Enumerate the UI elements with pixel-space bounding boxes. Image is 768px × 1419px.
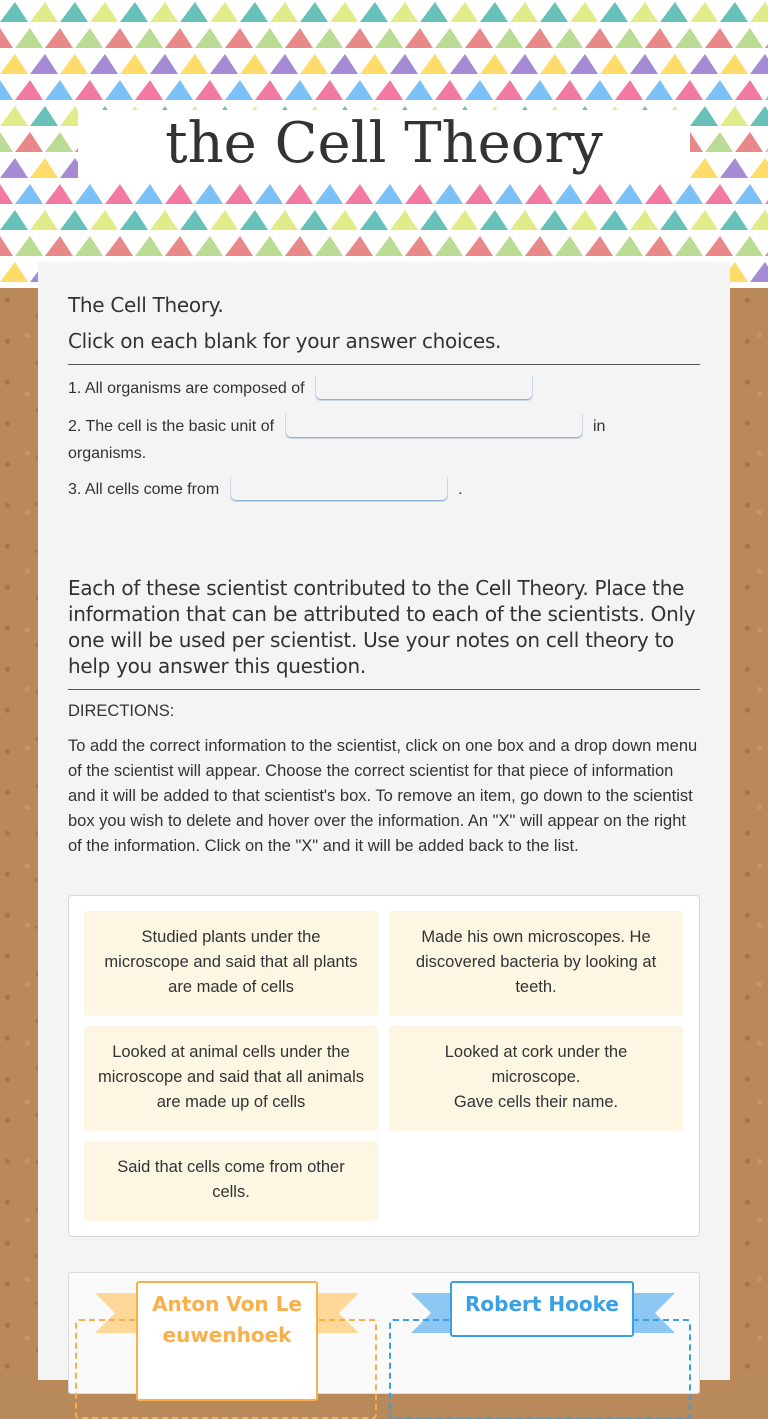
pattern-triangle: [690, 54, 718, 74]
pattern-triangle: [735, 80, 763, 100]
word-bank-item-text: Studied plants under the microscope and said that all plants are made of cells: [104, 928, 358, 996]
pattern-triangle: [735, 236, 763, 256]
pattern-triangle: [0, 236, 13, 256]
pattern-triangle: [285, 184, 313, 204]
pattern-triangle: [105, 236, 133, 256]
scientist-drop-area: [68, 1272, 700, 1394]
pattern-triangle: [465, 184, 493, 204]
pattern-triangle: [345, 184, 373, 204]
pattern-triangle: [750, 210, 768, 230]
pattern-triangle: [150, 54, 178, 74]
pattern-triangle: [165, 28, 193, 48]
pattern-triangle: [30, 2, 58, 22]
pattern-triangle: [675, 28, 703, 48]
pattern-triangle: [465, 28, 493, 48]
pattern-triangle: [690, 158, 718, 178]
page-title: the Cell Theory: [165, 111, 603, 176]
pattern-triangle: [165, 80, 193, 100]
pattern-triangle: [525, 28, 553, 48]
pattern-triangle: [285, 236, 313, 256]
question-2: [68, 413, 700, 467]
word-bank-item[interactable]: [389, 1026, 683, 1131]
pattern-triangle: [165, 236, 193, 256]
pattern-triangle: [555, 236, 583, 256]
pattern-triangle: [585, 80, 613, 100]
pattern-triangle: [315, 184, 343, 204]
pattern-triangle: [555, 28, 583, 48]
pattern-triangle: [30, 158, 58, 178]
pattern-triangle: [165, 184, 193, 204]
pattern-triangle: [105, 80, 133, 100]
pattern-triangle: [150, 2, 178, 22]
pattern-triangle: [555, 184, 583, 204]
section1-title-line2: Click on each blank for your answer choices.: [68, 329, 502, 353]
pattern-triangle: [690, 2, 718, 22]
word-bank-item-text: Gave cells their name.: [453, 1093, 619, 1111]
pattern-triangle: [0, 28, 13, 48]
pattern-triangle: [735, 132, 763, 152]
pattern-triangle: [75, 236, 103, 256]
pattern-triangle: [240, 210, 268, 230]
pattern-triangle: [510, 210, 538, 230]
pattern-triangle: [435, 28, 463, 48]
pattern-triangle: [60, 54, 88, 74]
pattern-triangle: [585, 184, 613, 204]
pattern-triangle: [720, 54, 748, 74]
pattern-triangle: [0, 80, 13, 100]
pattern-triangle: [225, 28, 253, 48]
pattern-triangle: [480, 54, 508, 74]
question-3: [68, 476, 700, 503]
pattern-triangle: [0, 158, 28, 178]
pattern-triangle: [75, 80, 103, 100]
pattern-triangle: [330, 210, 358, 230]
pattern-triangle: [645, 80, 673, 100]
pattern-triangle: [90, 210, 118, 230]
pattern-triangle: [525, 80, 553, 100]
pattern-triangle: [480, 2, 508, 22]
pattern-triangle: [570, 54, 598, 74]
directions-label: DIRECTIONS:: [68, 702, 175, 720]
question-2-wrap: organisms.: [68, 445, 147, 462]
pattern-triangle: [315, 236, 343, 256]
pattern-triangle: [750, 2, 768, 22]
pattern-triangle: [225, 184, 253, 204]
pattern-triangle: [360, 2, 388, 22]
pattern-triangle: [405, 80, 433, 100]
pattern-triangle: [270, 54, 298, 74]
pattern-triangle: [360, 54, 388, 74]
section1-title: [68, 292, 700, 354]
pattern-triangle: [420, 210, 448, 230]
pattern-triangle: [30, 106, 58, 126]
question-2-after: in: [592, 418, 606, 435]
pattern-triangle: [75, 28, 103, 48]
pattern-triangle: [75, 184, 103, 204]
word-bank-item[interactable]: [84, 1141, 378, 1221]
pattern-triangle: [600, 54, 628, 74]
pattern-triangle: [210, 2, 238, 22]
pattern-triangle: [720, 210, 748, 230]
scientist-1-label: Anton Von Leeuwenhoek: [136, 1281, 318, 1401]
pattern-triangle: [45, 236, 73, 256]
pattern-triangle: [390, 2, 418, 22]
pattern-triangle: [345, 80, 373, 100]
directions-text: To add the correct information to the scientist, click on one box and a drop down menu of the scientist will appear. Choose the correct scientist for that piece of information and it will be added to that scientist's box. To remove an item, go down to the scientist box you wish to delete and hover over the information. An "X" will appear on the right of the information. Click on the "X" and it will be added back to the list.: [68, 737, 698, 855]
pattern-triangle: [180, 2, 208, 22]
pattern-triangle: [600, 210, 628, 230]
blank-2[interactable]: [285, 414, 583, 439]
pattern-triangle: [405, 236, 433, 256]
pattern-triangle: [735, 28, 763, 48]
pattern-triangle: [705, 80, 733, 100]
pattern-triangle: [375, 80, 403, 100]
pattern-triangle: [135, 184, 163, 204]
question-1: [68, 375, 700, 402]
pattern-triangle: [375, 28, 403, 48]
pattern-triangle: [630, 210, 658, 230]
section1-title-line1: The Cell Theory.: [68, 293, 224, 317]
pattern-triangle: [0, 132, 13, 152]
pattern-triangle: [660, 2, 688, 22]
pattern-triangle: [0, 184, 13, 204]
pattern-triangle: [675, 80, 703, 100]
pattern-triangle: [45, 184, 73, 204]
pattern-triangle: [510, 2, 538, 22]
pattern-triangle: [45, 80, 73, 100]
pattern-triangle: [585, 236, 613, 256]
pattern-triangle: [0, 54, 28, 74]
pattern-triangle: [60, 2, 88, 22]
pattern-triangle: [615, 184, 643, 204]
word-bank-item[interactable]: [84, 911, 378, 1016]
pattern-triangle: [15, 236, 43, 256]
pattern-triangle: [210, 210, 238, 230]
pattern-triangle: [375, 236, 403, 256]
pattern-triangle: [120, 54, 148, 74]
pattern-triangle: [420, 54, 448, 74]
pattern-triangle: [495, 184, 523, 204]
section1-divider: [68, 364, 700, 365]
pattern-triangle: [720, 158, 748, 178]
pattern-triangle: [300, 2, 328, 22]
pattern-triangle: [345, 236, 373, 256]
pattern-triangle: [315, 28, 343, 48]
pattern-triangle: [450, 210, 478, 230]
word-bank-item-text: Looked at animal cells under the microscope and said that all animals are made up of cells: [98, 1043, 364, 1111]
question-3-text: 3. All cells come from: [68, 481, 220, 498]
pattern-triangle: [0, 262, 28, 282]
pattern-triangle: [390, 54, 418, 74]
pattern-triangle: [570, 210, 598, 230]
question-2-text: 2. The cell is the basic unit of: [68, 418, 275, 435]
pattern-triangle: [225, 236, 253, 256]
section2-title: Each of these scientist contributed to the Cell Theory. Place the information that can be attributed to each of the scientists. Only one will be used per scientist. Use your notes on cell theory to help you answer this question.: [68, 576, 696, 678]
pattern-triangle: [495, 28, 523, 48]
pattern-triangle: [300, 54, 328, 74]
pattern-triangle: [720, 106, 748, 126]
pattern-triangle: [90, 2, 118, 22]
pattern-triangle: [225, 80, 253, 100]
pattern-triangle: [540, 54, 568, 74]
header-banner: [0, 0, 768, 288]
pattern-triangle: [180, 210, 208, 230]
pattern-triangle: [465, 80, 493, 100]
pattern-triangle: [375, 184, 403, 204]
pattern-triangle: [195, 80, 223, 100]
section2-divider: [68, 689, 700, 690]
pattern-triangle: [90, 54, 118, 74]
pattern-triangle: [345, 28, 373, 48]
pattern-triangle: [195, 28, 223, 48]
pattern-triangle: [435, 236, 463, 256]
pattern-triangle: [45, 28, 73, 48]
pattern-triangle: [240, 2, 268, 22]
pattern-triangle: [300, 210, 328, 230]
word-bank-item-text: Looked at cork under the microscope.: [444, 1043, 628, 1086]
word-bank-item[interactable]: [84, 1026, 378, 1131]
scientist-2-label: Robert Hooke: [450, 1281, 634, 1337]
pattern-triangle: [420, 2, 448, 22]
pattern-triangle: [645, 28, 673, 48]
pattern-triangle: [720, 2, 748, 22]
pattern-triangle: [360, 210, 388, 230]
pattern-triangle: [750, 54, 768, 74]
pattern-triangle: [255, 28, 283, 48]
pattern-triangle: [615, 80, 643, 100]
pattern-triangle: [405, 28, 433, 48]
pattern-triangle: [675, 236, 703, 256]
pattern-triangle: [690, 210, 718, 230]
pattern-triangle: [255, 184, 283, 204]
pattern-triangle: [150, 210, 178, 230]
pattern-triangle: [405, 184, 433, 204]
pattern-triangle: [135, 28, 163, 48]
pattern-triangle: [660, 210, 688, 230]
word-bank-item-text: Said that cells come from other cells.: [117, 1158, 345, 1201]
pattern-triangle: [525, 236, 553, 256]
pattern-triangle: [30, 54, 58, 74]
pattern-triangle: [555, 80, 583, 100]
pattern-triangle: [675, 184, 703, 204]
pattern-triangle: [495, 80, 523, 100]
pattern-triangle: [195, 184, 223, 204]
pattern-triangle: [540, 2, 568, 22]
pattern-triangle: [270, 2, 298, 22]
word-bank-item[interactable]: [389, 911, 683, 1016]
blank-1[interactable]: [315, 376, 533, 401]
pattern-triangle: [15, 184, 43, 204]
pattern-triangle: [435, 80, 463, 100]
pattern-triangle: [135, 236, 163, 256]
blank-3[interactable]: [230, 477, 448, 502]
pattern-triangle: [450, 2, 478, 22]
pattern-triangle: [525, 184, 553, 204]
pattern-triangle: [180, 54, 208, 74]
pattern-triangle: [615, 236, 643, 256]
pattern-triangle: [105, 28, 133, 48]
pattern-triangle: [630, 2, 658, 22]
pattern-triangle: [390, 210, 418, 230]
pattern-triangle: [45, 132, 73, 152]
worksheet-card: [38, 262, 730, 1380]
pattern-triangle: [120, 2, 148, 22]
pattern-triangle: [630, 54, 658, 74]
pattern-triangle: [210, 54, 238, 74]
pattern-triangle: [645, 236, 673, 256]
pattern-triangle: [495, 236, 523, 256]
pattern-triangle: [540, 210, 568, 230]
pattern-triangle: [255, 80, 283, 100]
pattern-triangle: [705, 236, 733, 256]
pattern-triangle: [195, 236, 223, 256]
pattern-triangle: [15, 80, 43, 100]
pattern-triangle: [120, 210, 148, 230]
pattern-triangle: [735, 184, 763, 204]
pattern-triangle: [480, 210, 508, 230]
pattern-triangle: [240, 54, 268, 74]
pattern-triangle: [60, 210, 88, 230]
word-bank: [68, 895, 700, 1237]
pattern-triangle: [705, 28, 733, 48]
pattern-triangle: [450, 54, 478, 74]
pattern-triangle: [30, 210, 58, 230]
pattern-triangle: [255, 236, 283, 256]
pattern-triangle: [750, 158, 768, 178]
pattern-triangle: [0, 210, 28, 230]
pattern-triangle: [330, 54, 358, 74]
pattern-triangle: [15, 28, 43, 48]
pattern-triangle: [615, 28, 643, 48]
word-bank-item-text: Made his own microscopes. He discovered bacteria by looking at teeth.: [415, 928, 657, 996]
pattern-triangle: [15, 132, 43, 152]
pattern-triangle: [750, 262, 768, 282]
pattern-triangle: [585, 28, 613, 48]
pattern-triangle: [315, 80, 343, 100]
pattern-triangle: [0, 106, 28, 126]
question-3-after: .: [458, 481, 463, 498]
pattern-triangle: [660, 54, 688, 74]
pattern-triangle: [600, 2, 628, 22]
pattern-triangle: [705, 132, 733, 152]
pattern-triangle: [270, 210, 298, 230]
pattern-triangle: [330, 2, 358, 22]
question-1-text: 1. All organisms are composed of: [68, 380, 305, 397]
title-box: [78, 110, 690, 178]
pattern-triangle: [465, 236, 493, 256]
pattern-triangle: [135, 80, 163, 100]
pattern-triangle: [0, 2, 28, 22]
pattern-triangle: [285, 28, 313, 48]
pattern-triangle: [510, 54, 538, 74]
pattern-triangle: [705, 184, 733, 204]
pattern-triangle: [690, 106, 718, 126]
pattern-triangle: [435, 184, 463, 204]
pattern-triangle: [570, 2, 598, 22]
pattern-triangle: [645, 184, 673, 204]
pattern-triangle: [285, 80, 313, 100]
pattern-triangle: [105, 184, 133, 204]
pattern-triangle: [750, 106, 768, 126]
